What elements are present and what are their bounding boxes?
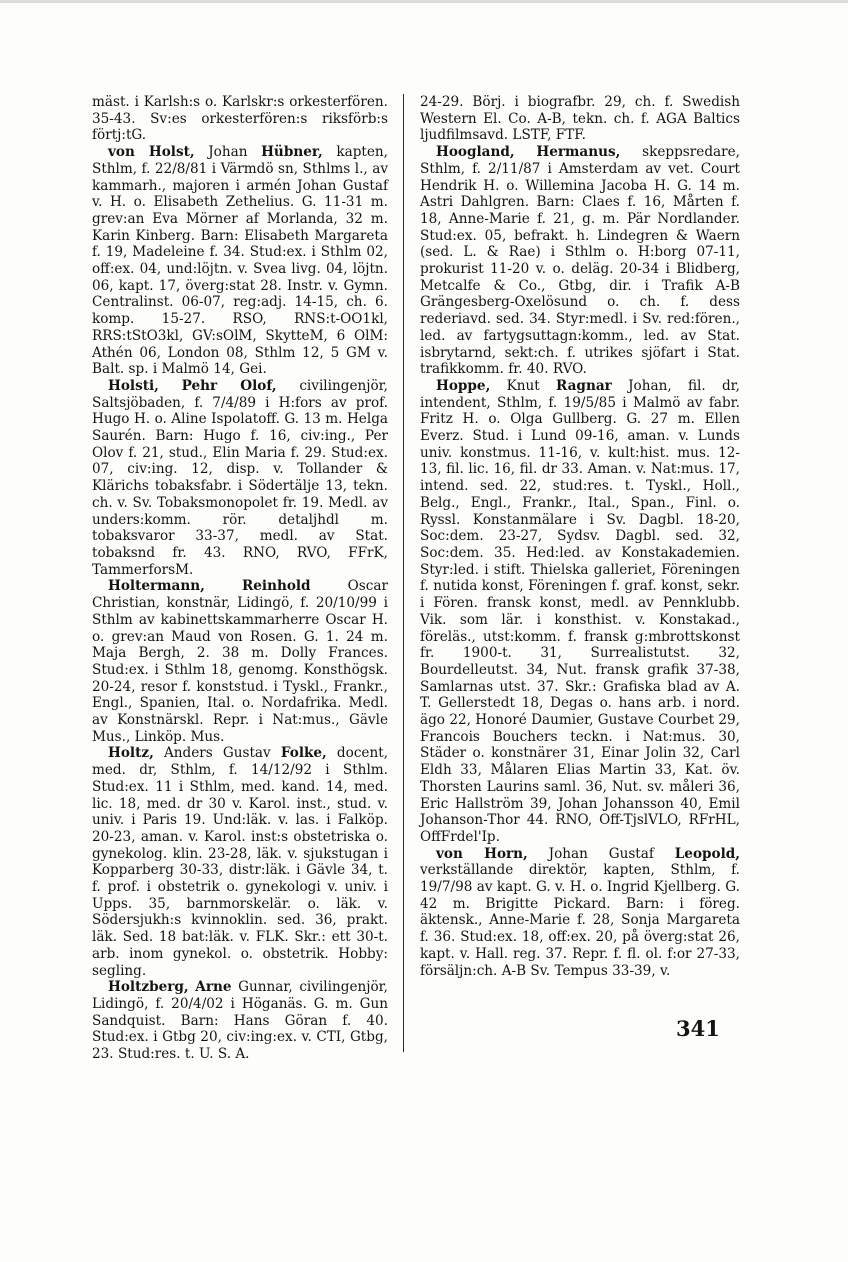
entry-call-name: Reinhold — [241, 578, 311, 595]
entry-surname: Holtzberg, — [108, 979, 189, 996]
scan-edge — [0, 0, 848, 3]
entry-surname: Holsti, — [108, 377, 159, 394]
entry-given-names — [159, 378, 182, 394]
entry-continuation: 24-29. Börj. i biografbr. 29, ch. f. Swedish Western El. Co. A-B, tekn. ch. f. AGA Baltics ljudfilmsavd. LSTF, FTF. — [420, 94, 740, 144]
column-divider — [403, 94, 404, 1052]
entry-hoogland — [420, 144, 740, 378]
entry-body: kapten, Sthlm, f. 22/8/81 i Värmdö sn, Sthlms l., av kammarh., majoren i armén Johan Gustaf v. H. o. Elisabeth Zethelius. G. 11-31 m. grev:an Eva Mörner af Morlanda, 32 m. Karin Kinberg. Barn: Elisabeth Margareta f. 19, Madeleine f. 34. Stud:ex. i Sthlm 02, off:ex. 04, und:löjtn. v. Svea livg. 04, löjtn. 06, kapt. 17, överg:stat 28. Instr. v. Gymn. Centralinst. 06-07, reg:adj. 14-15, ch. 6. komp. 15-27. RSO, RNS:t-OO1kl, RRS:tStO3kl, GV:sOlM, SkytteM, 6 OlM: Athén 06, London 08, Sthlm 12, 5 GM v. Balt. sp. i Malmö 14, Gei. — [92, 144, 389, 378]
entry-given-names: Johan Gustaf — [527, 845, 675, 862]
entry-body: Oscar Christian, konstnär, Lidingö, f. 20/10/99 i Sthlm av kabinettskammarherre Oscar H. o. grev:an Maud von Rosen. G. 1. 24 m. Maja Bergh, 2. 38 m. Dolly Frances. Stud:ex. i Sthlm 18, genomg. Konsthögsk. 20-24, resor f. konststud. i Tyskl., Frankr., Engl., Spanien, Ital. o. Nordafrika. Medl. av Konstnärskl. Repr. i Nat:mus., Gävle Mus., Linköp. Mus. — [92, 578, 388, 745]
entry-body: docent, med. dr, Sthlm, f. 14/12/92 i Sthlm. Stud:ex. 11 i Sthlm, med. kand. 14, med. lic. 18, med. dr 30 v. Karol. inst., stud. v. univ. i Paris 19. Und:läk. v. las. i Falköp. 20-23, aman. v. Karol. inst:s obstetriska o. gynekolog. klin. 23-28, läk. v. sjukstugan i Kopparberg 30-33, distr:läk. i Gävle 34, t. f. prof. i obstetrik o. gynekologi v. univ. i Upps. 35, barnmorskelär. o. läk. v. Södersjukh:s kvinnoklin. sed. 36, prakt. läk. Sed. 18 bat:läk. v. FLK. Skr.: ett 30-t. arb. inom gynekol. o. obstetrik. Hobby: segling. — [92, 745, 389, 979]
entry-hoppe — [420, 378, 740, 846]
entry-call-name: Leopold, — [674, 845, 740, 862]
entry-given-names — [205, 578, 242, 594]
right-column — [420, 94, 740, 979]
entry-given-names: Knut — [490, 377, 557, 394]
entry-call-name: Hübner, — [261, 144, 323, 161]
entry-holtzberg — [92, 979, 388, 1063]
entry-call-name: Arne — [195, 979, 232, 996]
entry-holtz — [92, 745, 388, 979]
entry-von-holst — [92, 144, 388, 378]
entry-surname: Hoppe, — [436, 377, 491, 394]
entry-given-names: Anders Gustav — [153, 745, 281, 762]
entry-holtermann — [92, 578, 388, 745]
entry-holsti — [92, 378, 388, 578]
left-column — [92, 94, 388, 1063]
entry-von-horn — [420, 846, 740, 980]
entry-call-name: Pehr Olof, — [181, 377, 277, 394]
entry-body: civilingenjör, Saltsjöbaden, f. 7/4/89 i H:fors av prof. Hugo H. o. Aline Ispolatoff. G. 13 m. Helga Saurén. Barn: Hugo f. 16, civ:ing., Per Olov f. 21, stud., Elin Maria f. 29. Stud:ex. 07, civ:ing. 12, disp. v. Tollander & Klärichs tobaksfabr. i Södertälje 13, tekn. ch. v. Sv. Tobaksmonopolet fr. 19. Medl. av unders:komm. rör. detaljhdl m. tobaksvaror 33-37, medl. av Stat. tobaksnd fr. 43. RNO, RVO, FFrK, TammerforsM. — [92, 377, 388, 578]
entry-body: Johan, fil. dr, intendent, Sthlm, f. 19/5/85 i Malmö av fabr. Fritz H. o. Olga Gullberg. G. 27 m. Ellen Everz. Stud. i Lund 09-16, aman. v. Lunds univ. konstmus. 11-16, v. kult:hist. mus. 12-13, fil. lic. 16, fil. dr 33. Aman. v. Nat:mus. 17, intend. sed. 22, stud:res. t. Tyskl., Holl., Belg., Engl., Frankr., Ital., Span., Finl. o. Ryssl. Konstanmälare i Sv. Dagbl. 18-20, Soc:dem. 23-27, Sydsv. Dagbl. sed. 32, Soc:dem. 35. Hed:led. av Konstakademien. Styr:led. i stift. Thielska galleriet, Föreningen f. nutida konst, Föreningen f. graf. konst, sekr. i Fören. fransk konst, medl. av Pennklubb. Vik. som lär. i konsthist. v. Konstakad., föreläs., utst:komm. f. fransk g:mbrottskonst fr. 1900-t. 31, Surrealistutst. 32, Bourdelleutst. 34, Nut. fransk grafik 37-38, Samlarnas utst. 37. Skr.: Grafiska blad av A. T. Gellerstedt 18, Degas o. hans arb. i nord. ägo 22, Honoré Daumier, Gustave Courbet 29, Francois Bouchers teckn. i Nat:mus. 30, Städer o. konstnärer 31, Einar Jolin 32, Carl Eldh 33, Målaren Elias Martin 33, Kat. öv. Thorsten Laurins saml. 36, Nut. sv. måleri 36, Eric Hallström 39, Johan Johansson 40, Emil Johanson-Thor 44. RNO, Off-TjslVLO, RFrHL, OffFrdel'Ip. — [420, 377, 740, 845]
page-number: 341 — [676, 1016, 720, 1041]
entry-body: verkställande direktör, kapten, Sthlm, f. 19/7/98 av kapt. G. v. H. o. Ingrid Kjellberg. G. 42 m. Brigitte Pickard. Barn: i föreg. äktensk., Anne-Marie f. 28, Sonja Margareta f. 36. Stud:ex. 18, off:ex. 20, på överg:stat 26, kapt. v. Hall. reg. 37. Repr. f. fl. ol. f:or 27-33, försäljn:ch. A-B Sv. Tempus 33-39, v. — [420, 862, 740, 979]
entry-continuation: mäst. i Karlsh:s o. Karlskr:s orkesterfören. 35-43. Sv:es orkesterfören:s riksförb:s förtj:tG. — [92, 94, 388, 144]
entry-surname: Hoogland, — [436, 144, 515, 161]
entry-call-name: Folke, — [280, 745, 327, 762]
entry-surname: von Horn, — [436, 845, 528, 862]
entry-given-names: Johan — [194, 144, 262, 161]
entry-body: Gunnar, civilingenjör, Lidingö, f. 20/4/02 i Höganäs. G. m. Gun Sandquist. Barn: Hans Göran f. 40. Stud:ex. i Gtbg 20, civ:ing:ex. v. CTI, Gtbg, 23. Stud:res. t. U. S. A. — [92, 979, 388, 1063]
entry-surname: Holtermann, — [108, 578, 205, 595]
entry-call-name: Hermanus, — [536, 144, 621, 161]
entry-surname: von Holst, — [108, 144, 195, 161]
entry-call-name: Ragnar — [556, 377, 612, 394]
entry-given-names — [515, 144, 537, 160]
entry-body: skeppsredare, Sthlm, f. 2/11/87 i Amsterdam av vet. Court Hendrik H. o. Willemina Jacoba H. G. 14 m. Astri Dahlgren. Barn: Claes f. 16, Mårten f. 18, Anne-Marie f. 21, g. m. Pär Nordlander. Stud:ex. 05, befrakt. h. Lindegren & Waern (sed. L. & Rae) i Sthlm o. H:borg 07-11, prokurist 11-20 v. o. deläg. 20-34 i Blidberg, Metcalfe & Co., Gtbg, dir. i Trafik A-B Grängesberg-Oxelösund o. ch. f. dess rederiavd. sed. 34. Styr:medl. i Sv. red:fören., led. av fartygsuttagn:komm., led. av Stat. isbrytarnd, sekt:ch. f. utrikes sjöfart i Stat. trafikkomm. fr. 40. RVO. — [420, 144, 740, 378]
entry-surname: Holtz, — [108, 745, 154, 762]
